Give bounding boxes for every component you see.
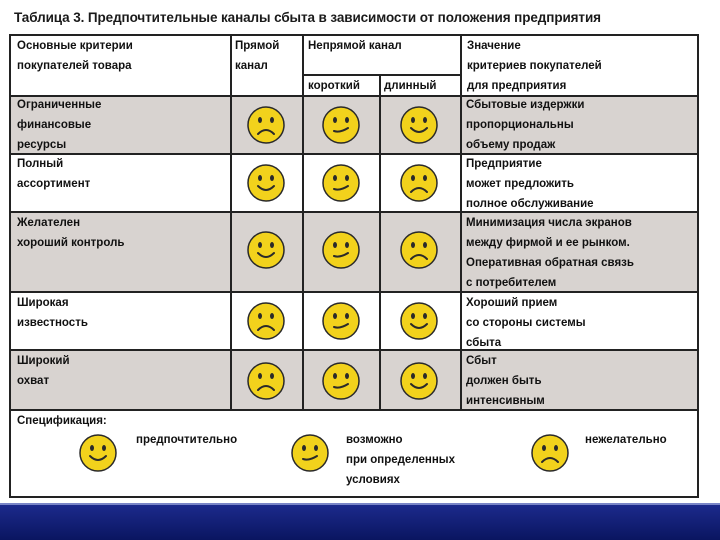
smiley-face-icon — [246, 230, 286, 270]
smiley-face-icon — [246, 105, 286, 145]
header-criteria: Основные критерии покупателей товара — [17, 40, 133, 72]
header-direct: Прямой канал — [235, 40, 280, 72]
table-title: Таблица 3. Предпочтительные каналы сбыта в зависимости от положения предприятия — [14, 10, 601, 25]
slide-footer-bar — [0, 505, 720, 540]
smiley-face-icon — [399, 361, 439, 401]
row-criterion: Широкая известность — [17, 297, 88, 329]
row-criterion: Полный ассортимент — [17, 158, 91, 190]
grid-line — [379, 76, 381, 409]
row-meaning: Хороший прием со стороны системы сбыта — [466, 297, 586, 349]
smiley-face-icon — [246, 163, 286, 203]
smiley-face-icon — [78, 433, 118, 473]
grid-line — [11, 409, 697, 411]
smiley-face-icon — [321, 230, 361, 270]
row-meaning: Предприятие может предложить полное обслуживание — [466, 158, 594, 210]
header-indirect: Непрямой канал — [308, 40, 402, 52]
row-meaning: Минимизация числа экранов между фирмой и ее рынком. Оперативная обратная связь с потребителем — [466, 217, 634, 289]
legend-good: предпочтительно — [136, 434, 238, 446]
grid-line — [460, 36, 462, 409]
grid-line — [230, 36, 232, 409]
row-meaning: Сбытовые издержки пропорциональны объему продаж — [466, 99, 585, 151]
smiley-face-icon — [399, 301, 439, 341]
legend-possible: возможно при определенных условиях — [346, 434, 455, 486]
legend-label: Спецификация: — [17, 415, 107, 427]
row-criterion: Ограниченные финансовые ресурсы — [17, 99, 102, 151]
legend-bad: нежелательно — [585, 434, 667, 446]
smiley-face-icon — [290, 433, 330, 473]
header-meaning: Значение критериев покупателей для предприятия — [467, 40, 602, 92]
smiley-face-icon — [246, 301, 286, 341]
row-meaning: Сбыт должен быть интенсивным — [466, 355, 545, 407]
smiley-face-icon — [321, 301, 361, 341]
grid-line — [11, 153, 697, 155]
smiley-face-icon — [530, 433, 570, 473]
grid-line — [302, 36, 304, 409]
smiley-face-icon — [246, 361, 286, 401]
smiley-face-icon — [321, 361, 361, 401]
row-criterion: Желателен хороший контроль — [17, 217, 125, 249]
header-long: длинный — [384, 80, 437, 92]
row-criterion: Широкий охват — [17, 355, 70, 387]
grid-line — [11, 349, 697, 351]
smiley-face-icon — [321, 105, 361, 145]
smiley-face-icon — [399, 230, 439, 270]
header-short: короткий — [308, 80, 360, 92]
smiley-face-icon — [399, 163, 439, 203]
smiley-face-icon — [321, 163, 361, 203]
smiley-face-icon — [399, 105, 439, 145]
